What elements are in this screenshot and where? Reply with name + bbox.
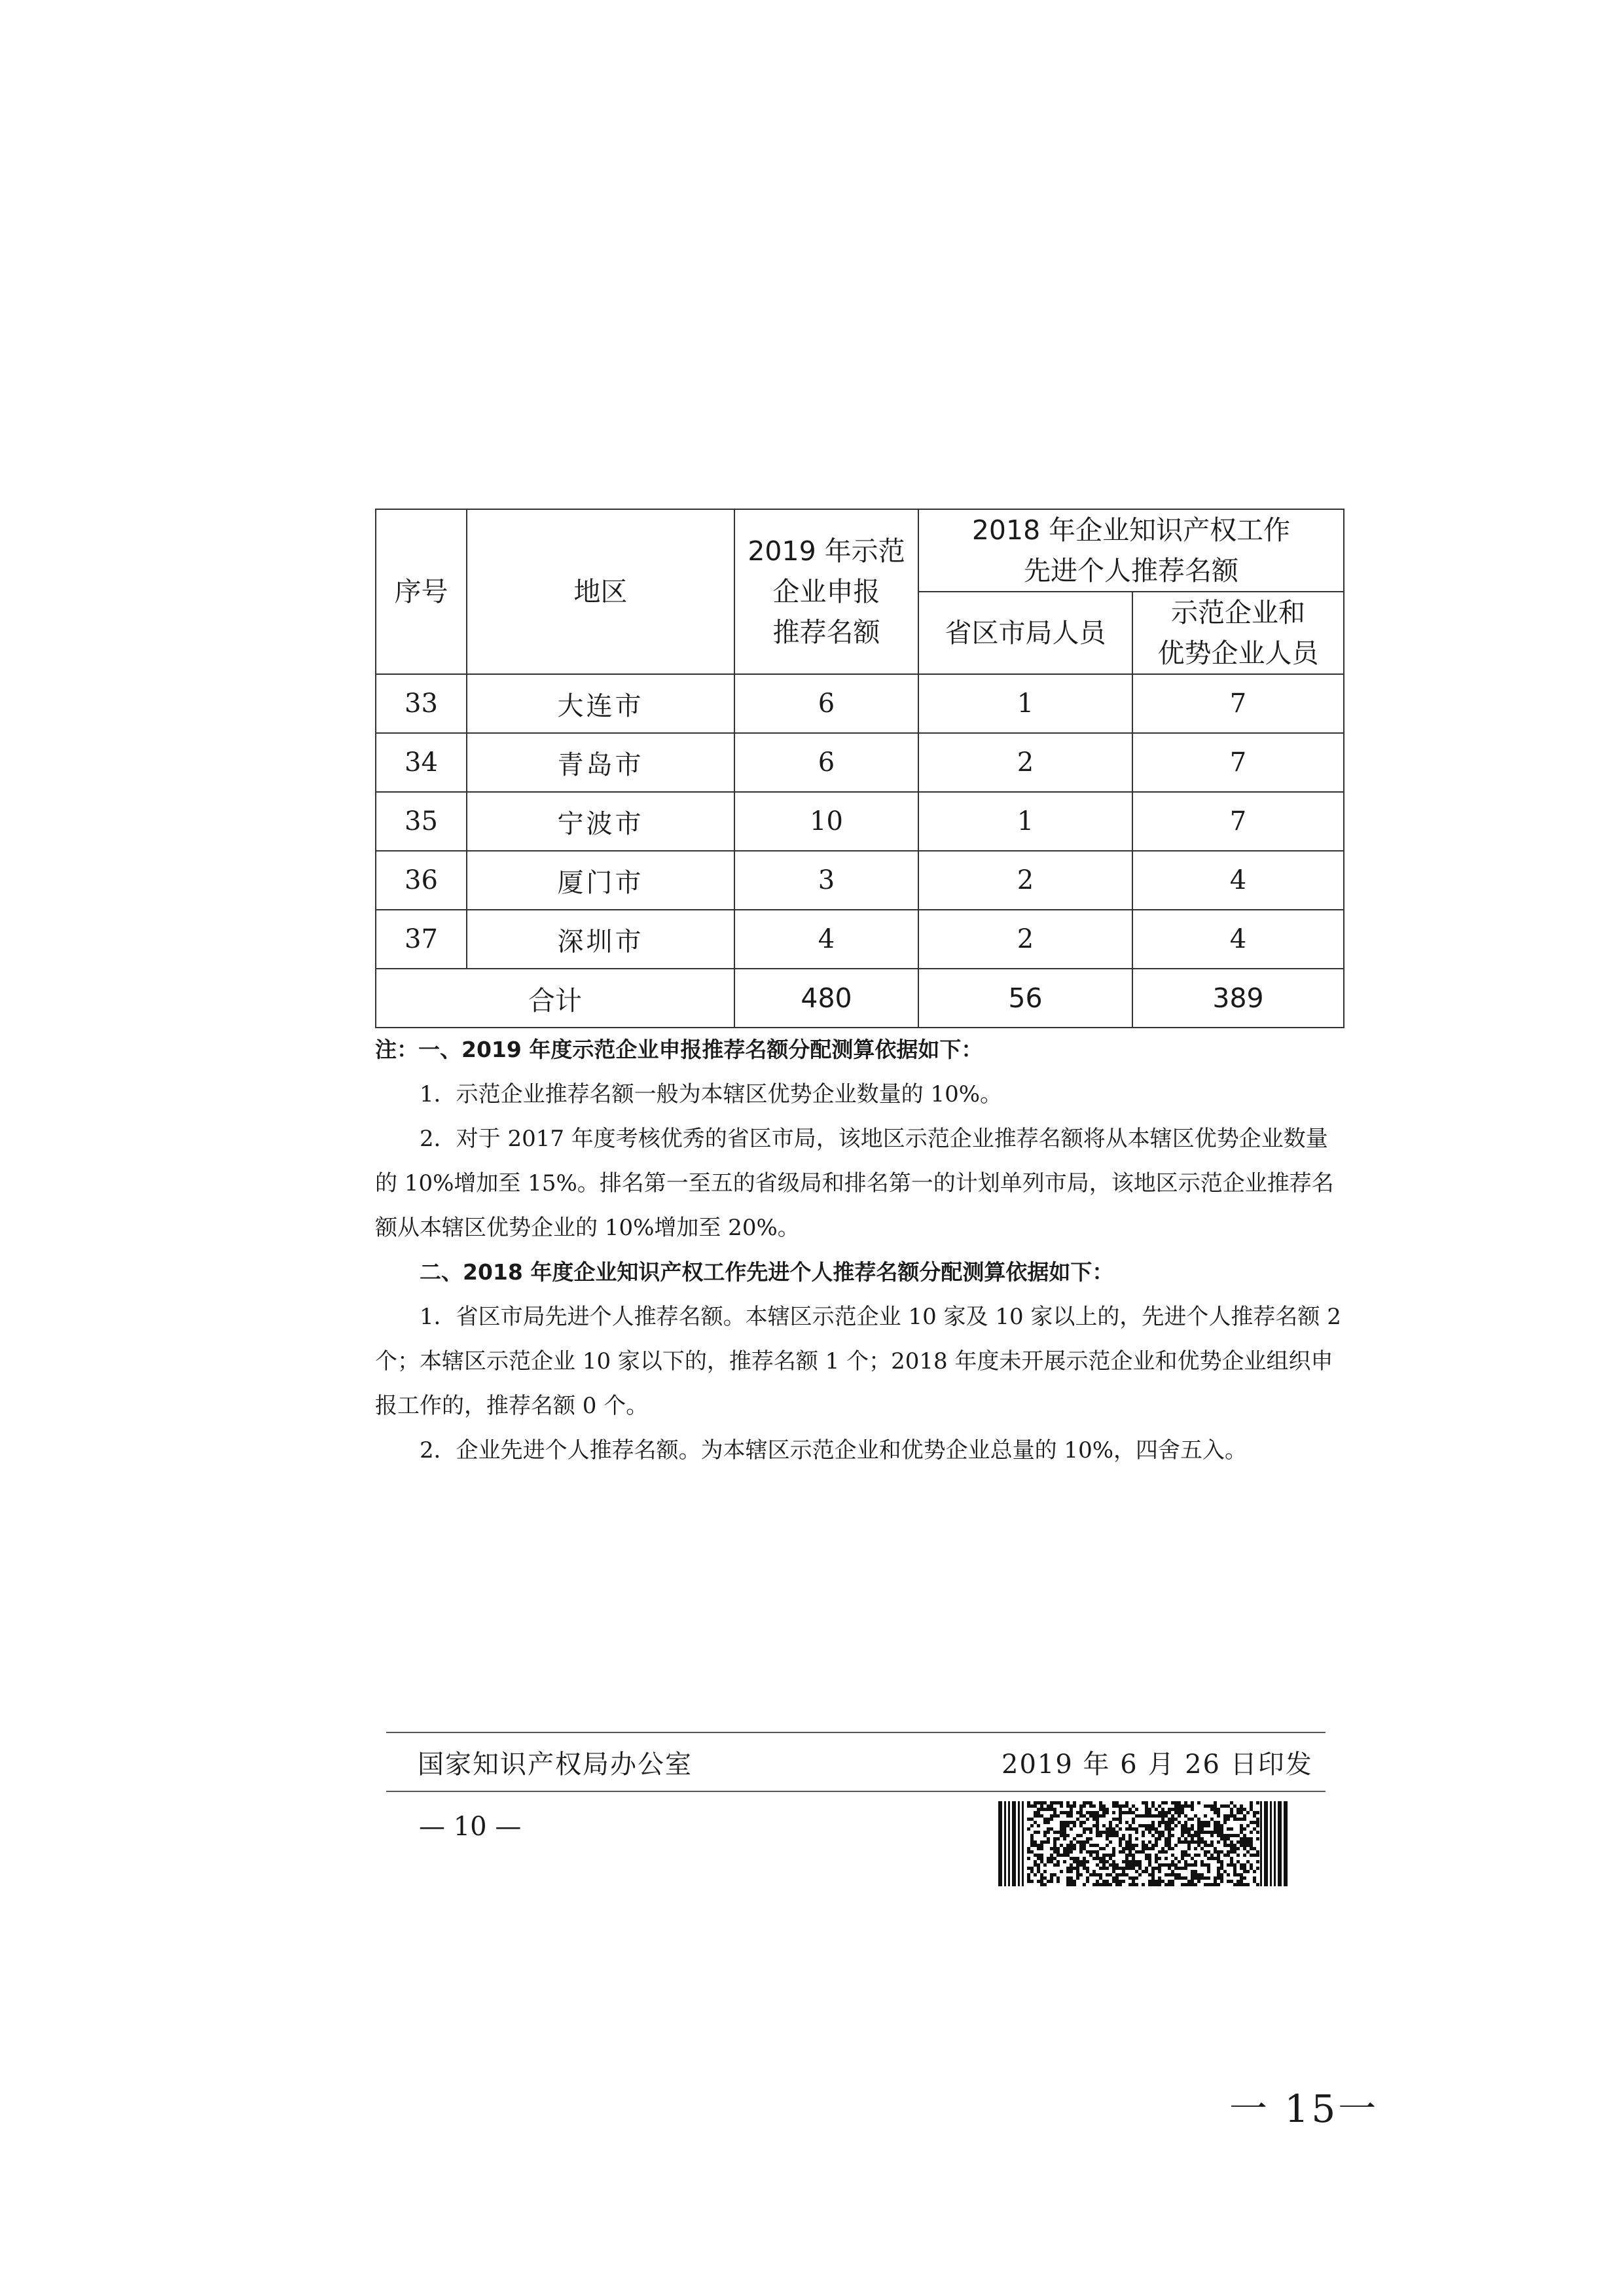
page-number: 一 15一 bbox=[1229, 2087, 1379, 2131]
cell-provincial: 2 bbox=[918, 910, 1132, 969]
cell-seq: 36 bbox=[376, 851, 467, 910]
cell-provincial: 2 bbox=[918, 851, 1132, 910]
note-heading-2: 二、2018 年度企业知识产权工作先进个人推荐名额分配测算依据如下： bbox=[420, 1259, 1114, 1285]
footer-bottom-rule bbox=[386, 1791, 1326, 1792]
cell-enterprise: 7 bbox=[1132, 733, 1344, 792]
inner-page-number: — 10 — bbox=[419, 1812, 522, 1842]
table-row bbox=[376, 674, 1344, 733]
note-1-1: 1．示范企业推荐名额一般为本辖区优势企业数量的 10%。 bbox=[420, 1081, 1003, 1107]
table-row bbox=[376, 792, 1344, 851]
header-enterprise-staff-line1: 示范企业和 bbox=[1171, 597, 1305, 628]
header-advanced-group bbox=[918, 509, 1344, 592]
cell-total-provincial: 56 bbox=[918, 969, 1132, 1028]
cell-region: 大连市 bbox=[467, 674, 734, 733]
cell-provincial: 1 bbox=[918, 792, 1132, 851]
cell-region: 青岛市 bbox=[467, 733, 734, 792]
cell-demo-quota: 6 bbox=[734, 674, 918, 733]
cell-seq: 37 bbox=[376, 910, 467, 969]
cell-total-demo-quota: 480 bbox=[734, 969, 918, 1028]
header-region: 地区 bbox=[467, 509, 734, 674]
table-header-row bbox=[376, 509, 1344, 592]
cell-total-label: 合计 bbox=[376, 969, 734, 1028]
header-enterprise-staff-line2: 优势企业人员 bbox=[1157, 637, 1319, 669]
header-advanced-group-line1: 2018 年企业知识产权工作 bbox=[971, 514, 1291, 546]
cell-demo-quota: 6 bbox=[734, 733, 918, 792]
cell-enterprise: 7 bbox=[1132, 674, 1344, 733]
cell-total-enterprise: 389 bbox=[1132, 969, 1344, 1028]
cell-demo-quota: 3 bbox=[734, 851, 918, 910]
cell-enterprise: 7 bbox=[1132, 792, 1344, 851]
cell-seq: 34 bbox=[376, 733, 467, 792]
table-total-row bbox=[376, 969, 1344, 1028]
table-row bbox=[376, 851, 1344, 910]
note-heading-1: 注：一、2019 年度示范企业申报推荐名额分配测算依据如下： bbox=[375, 1037, 983, 1062]
header-demo-quota-line2: 企业申报 bbox=[772, 576, 880, 607]
quota-table bbox=[375, 509, 1344, 1028]
header-seq: 序号 bbox=[376, 509, 467, 674]
table-row bbox=[376, 910, 1344, 969]
cell-demo-quota: 10 bbox=[734, 792, 918, 851]
footer-top-rule bbox=[386, 1732, 1326, 1733]
header-advanced-group-line2: 先进个人推荐名额 bbox=[1024, 555, 1238, 586]
issuer-name: 国家知识产权局办公室 bbox=[418, 1749, 693, 1780]
cell-enterprise: 4 bbox=[1132, 910, 1344, 969]
cell-provincial: 2 bbox=[918, 733, 1132, 792]
note-2-1: 1．省区市局先进个人推荐名额。本辖区示范企业 10 家及 10 家以上的，先进个人推荐名额 2 个；本辖区示范企业 10 家以下的，推荐名额 1 个；2018 年度未开展示范企业和优势企业组织申报工作的，推荐名额 0 个。 bbox=[375, 1304, 1341, 1419]
cell-enterprise: 4 bbox=[1132, 851, 1344, 910]
note-1-2: 2．对于 2017 年度考核优秀的省区市局，该地区示范企业推荐名额将从本辖区优势企业数量的 10%增加至 15%。排名第一至五的省级局和排名第一的计划单列市局，该地区示范企业推荐名额从本辖区优势企业的 10%增加至 20%。 bbox=[375, 1126, 1334, 1241]
cell-region: 深圳市 bbox=[467, 910, 734, 969]
table-row bbox=[376, 733, 1344, 792]
note-2-2: 2．企业先进个人推荐名额。为本辖区示范企业和优势企业总量的 10%，四舍五入。 bbox=[420, 1437, 1248, 1463]
header-provincial-staff: 省区市局人员 bbox=[918, 592, 1132, 674]
header-demo-quota-line1: 2019 年示范 bbox=[748, 535, 905, 567]
cell-region: 厦门市 bbox=[467, 851, 734, 910]
cell-provincial: 1 bbox=[918, 674, 1132, 733]
barcode-image bbox=[998, 1801, 1288, 1886]
cell-region: 宁波市 bbox=[467, 792, 734, 851]
cell-seq: 33 bbox=[376, 674, 467, 733]
cell-demo-quota: 4 bbox=[734, 910, 918, 969]
header-demo-quota-line3: 推荐名额 bbox=[772, 617, 880, 648]
notes-section bbox=[375, 1028, 1344, 1473]
issue-date: 2019 年 6 月 26 日印发 bbox=[1001, 1749, 1313, 1780]
cell-seq: 35 bbox=[376, 792, 467, 851]
header-enterprise-staff bbox=[1132, 592, 1344, 674]
header-demo-quota bbox=[734, 509, 918, 674]
